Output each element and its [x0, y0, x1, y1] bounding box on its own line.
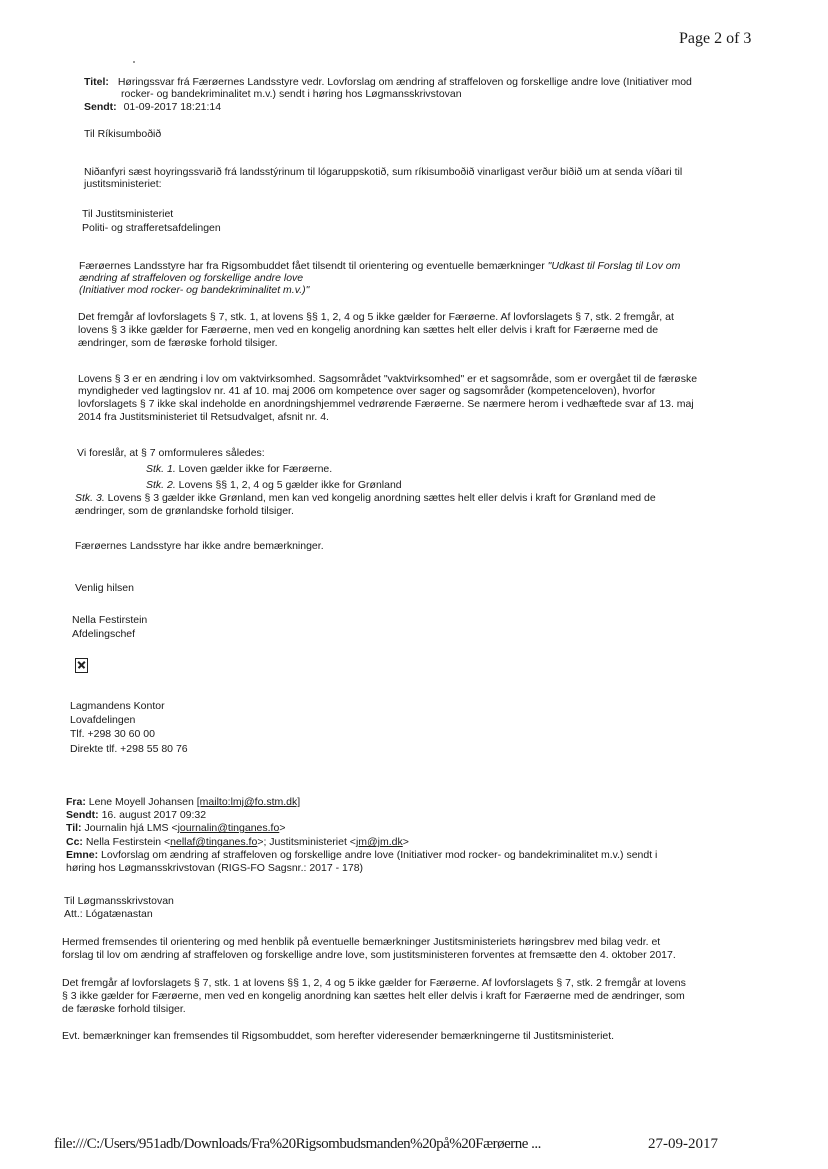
stk3-text: Lovens § 3 gælder ikke Grønland, men kan ved kongelig anordning sættes helt eller delvis i kraft for Grønland med de: [104, 492, 656, 504]
email2-p3: Evt. bemærkninger kan fremsendes til Rigsombuddet, som herefter videresender bemærkningerne til Justitsministeriet.: [62, 1030, 615, 1042]
scan-speck: [133, 61, 135, 63]
signature-title: Afdelingschef: [72, 628, 136, 640]
til-text: Journalin hjá LMS <: [81, 822, 178, 834]
til-email-link[interactable]: journalin@tinganes.fo: [177, 822, 280, 834]
p3-line4: 2014 fra Justitsministeriet til Retsudvalget, afsnit nr. 4.: [78, 411, 329, 423]
proposal-intro: Vi foreslår, at § 7 omformuleres således:: [77, 447, 265, 459]
email2-to: [66, 822, 285, 835]
fra-label: Fra:: [66, 796, 86, 808]
sendt2-label: Sendt:: [66, 809, 99, 821]
closing: Venlig hilsen: [75, 582, 134, 594]
p3-line1: Lovens § 3 er en ændring i lov om vaktvirksomhed. Sagsområdet "vaktvirksomhed" er et sagsområde, som er overgået til de færøske: [78, 373, 698, 385]
address-line2: Politi- og strafferetsafdelingen: [82, 222, 221, 234]
titel-label: Titel:: [84, 76, 109, 88]
stk2-label: Stk. 2.: [146, 479, 176, 491]
email2-p2-line1: Det fremgår af lovforslagets § 7, stk. 1 at lovens §§ 1, 2, 4 og 5 ikke gælder for Færøerne. Af lovforslagets § 7, stk. 2 fremgår at lovens: [62, 977, 686, 989]
email1-sent: [84, 101, 221, 114]
stk3-label: Stk. 3.: [75, 492, 105, 504]
p1-line1-text: Færøernes Landsstyre har fra Rigsombuddet fået tilsendt til orientering og eventuelle bemærkninger: [79, 260, 548, 272]
org-phone: Tlf. +298 30 60 00: [70, 728, 155, 740]
broken-image-icon: [75, 658, 88, 673]
stk2: [146, 479, 402, 492]
p2-line1: Det fremgår af lovforslagets § 7, stk. 1, at lovens §§ 1, 2, 4 og 5 ikke gælder for Færøerne. Af lovforslagets § 7, stk. 2 fremgår, at: [78, 311, 674, 323]
stk1-label: Stk. 1.: [146, 463, 176, 475]
p1-line2: ændring af straffeloven og forskellige andre love: [79, 272, 304, 284]
email2-p1-line1: Hermed fremsendes til orientering og med henblik på eventuelle bemærkninger Justitsministeriets høringsbrev med bilag vedr. et: [62, 936, 661, 948]
cc-end: >: [402, 836, 409, 848]
cc-text2: >; Justitsministeriet <: [257, 836, 356, 848]
intro-line2: justitsministeriet:: [84, 178, 162, 190]
email2-sent: [66, 809, 206, 822]
email2-from: [66, 796, 300, 809]
org-department: Lovafdelingen: [70, 714, 136, 726]
p1-line3: (Initiativer mod rocker- og bandekriminalitet m.v.)": [79, 284, 310, 296]
titel-value: Høringssvar frá Færøernes Landsstyre vedr. Lovforslag om ændring af straffeloven og forskellige andre love (Initiativer mod: [117, 76, 692, 88]
email1-title-line2: rocker- og bandekriminalitet m.v.) sendt i høring hos Løgmansskrivstovan: [121, 88, 462, 100]
footer-date: 27-09-2017: [648, 1136, 718, 1152]
p3-line3: lovforslagets § 7 ikke skal indeholde en anordningshjemmel vedrørende Færøerne. Se nærmere herom i vedhæftede svar af 13. maj: [78, 398, 694, 410]
p5: Færøernes Landsstyre har ikke andre bemærkninger.: [75, 540, 324, 552]
org-name: Lagmandens Kontor: [70, 700, 165, 712]
p1-line1-italic: "Udkast til Forslag til Lov om: [547, 260, 681, 272]
email2-to-line1: Til Løgmansskrivstovan: [64, 895, 174, 907]
cc-email-link-1[interactable]: nellaf@tinganes.fo: [170, 836, 258, 848]
footer-file-path: file:///C:/Users/951adb/Downloads/Fra%20Rigsombudsmanden%20på%20Færøerne ...: [54, 1136, 541, 1152]
stk3: [75, 492, 656, 505]
email2-p2-line2: § 3 ikke gælder for Færøerne, men ved en kongelig anordning kan sættes helt eller delvis i kraft for Færøerne med de ændringer, som: [62, 990, 685, 1002]
cc-label: Cc:: [66, 836, 83, 848]
to-rikisumbodid: Til Ríkisumboðið: [84, 128, 162, 140]
p2-line2: lovens § 3 ikke gælder for Færøerne, men ved en kongelig anordning kan sættes helt eller delvis i kraft for Færøerne med de: [78, 324, 659, 336]
stk3-line2: ændringer, som de grønlandske forhold tilsiger.: [75, 505, 294, 517]
sendt2-value: 16. august 2017 09:32: [98, 809, 207, 821]
email2-p1-line2: forslag til lov om ændring af straffeloven og forskellige andre love, som justitsministeren forventes at fremsætte den 4. oktober 2017.: [62, 949, 676, 961]
p3-line2: myndigheder ved lagtingslov nr. 41 af 10. maj 2006 om kompetence over sager og sagsområder (kompetenceloven), hvorfor: [78, 385, 656, 397]
address-line1: Til Justitsministeriet: [82, 208, 174, 220]
p2-line3: ændringer, som de færøske forhold tilsiger.: [78, 337, 278, 349]
stk1-text: Loven gælder ikke for Færøerne.: [175, 463, 333, 475]
email2-to-line2: Att.: Lógatænastan: [64, 908, 153, 920]
emne-line1: Lovforslag om ændring af straffeloven og forskellige andre love (Initiativer mod rocker- og bandekriminalitet m.v.) sendt i: [98, 849, 658, 861]
email2-subject: [66, 849, 657, 862]
sendt-value: 01-09-2017 18:21:14: [123, 101, 222, 113]
til-label: Til:: [66, 822, 82, 834]
org-direct-phone: Direkte tlf. +298 55 80 76: [70, 743, 188, 755]
cc-text1: Nella Festirstein <: [82, 836, 171, 848]
stk2-text: Lovens §§ 1, 2, 4 og 5 gælder ikke for Grønland: [175, 479, 402, 491]
email2-p2-line3: de færøske forhold tilsiger.: [62, 1003, 186, 1015]
stk1: [146, 463, 332, 476]
page-number: Page 2 of 3: [679, 30, 752, 47]
intro-line1: Niðanfyri sæst hoyringssvarið frá landsstýrinum til lógaruppskotið, sum ríkisumboðið vinarligast verður biðið um at senda víðari til: [84, 166, 683, 178]
emne-label: Emne:: [66, 849, 99, 861]
sendt-label: Sendt:: [84, 101, 117, 113]
til-end: >: [279, 822, 286, 834]
signature-name: Nella Festirstein: [72, 614, 148, 626]
fra-name: Lene Moyell Johansen: [85, 796, 197, 808]
fra-mailto-link[interactable]: [mailto:lmj@fo.stm.dk]: [196, 796, 301, 808]
email2-cc: [66, 836, 409, 849]
cc-email-link-2[interactable]: jm@jm.dk: [355, 836, 403, 848]
email2-subject-line2: høring hos Løgmansskrivstovan (RIGS-FO Sagsnr.: 2017 - 178): [66, 862, 364, 874]
